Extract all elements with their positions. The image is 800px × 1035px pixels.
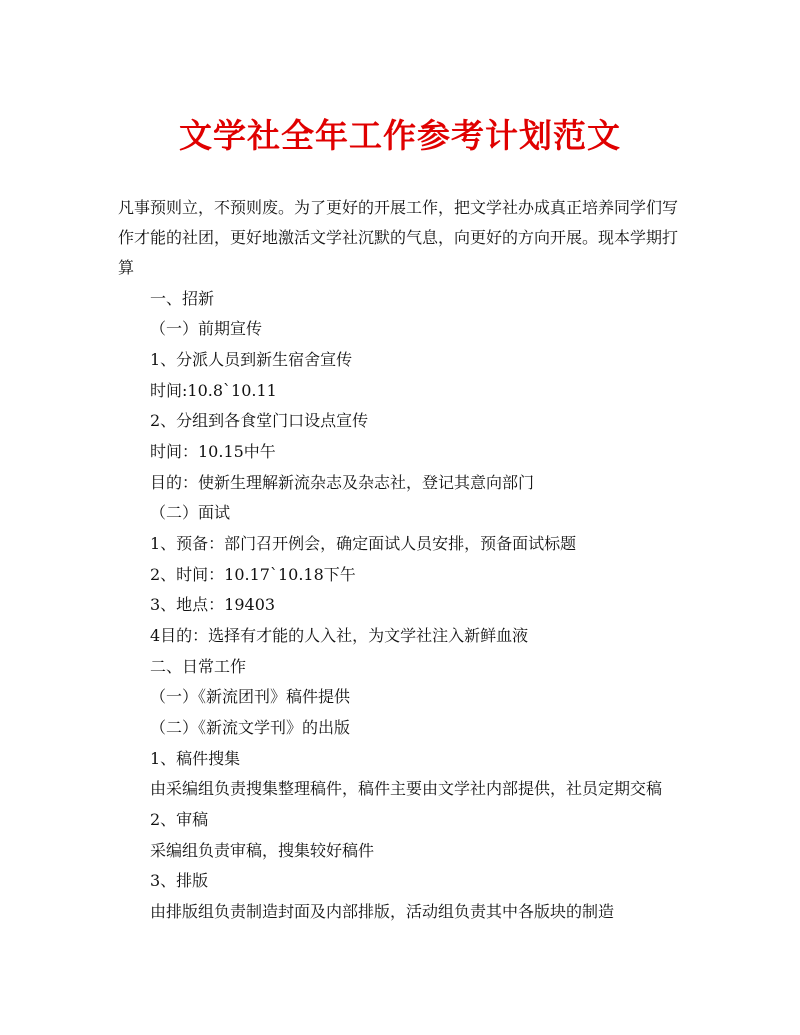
body-line: 目的：使新生理解新流杂志及杂志社，登记其意向部门 — [150, 473, 535, 492]
body-line: 时间:10.8`10.11 — [150, 381, 277, 400]
body-line: 由采编组负责搜集整理稿件，稿件主要由文学社内部提供，社员定期交稿 — [150, 779, 663, 798]
section-heading-recruit: 一、招新 — [150, 289, 215, 308]
intro-line: 作才能的社团，更好地激活文学社沉默的气息，向更好的方向开展。现本学期打 — [118, 228, 679, 247]
body-line: 1、预备：部门召开例会，确定面试人员安排，预备面试标题 — [150, 534, 577, 553]
body-line: 由排版组负责制造封面及内部排版，活动组负责其中各版块的制造 — [150, 902, 615, 921]
section-heading-daily-work: 二、日常工作 — [150, 657, 247, 676]
body-line: 1、分派人员到新生宿舍宣传 — [150, 350, 353, 369]
body-line: 1、稿件搜集 — [150, 749, 241, 768]
intro-paragraph — [118, 193, 686, 283]
body-line: 3、排版 — [150, 871, 209, 890]
document-title: 文学社全年工作参考计划范文 — [179, 116, 621, 155]
body-line: 时间：10.15中午 — [150, 442, 276, 461]
subsection-heading: （二）面试 — [150, 503, 231, 522]
intro-line: 算 — [118, 258, 135, 277]
intro-line: 凡事预则立，不预则废。为了更好的开展工作，把文学社办成真正培养同学们写 — [118, 198, 679, 217]
body-line: 2、时间：10.17`10.18下午 — [150, 565, 356, 584]
subsection-heading: （二）《新流文学刊》的出版 — [150, 718, 351, 737]
body-line: 采编组负责审稿，搜集较好稿件 — [150, 841, 375, 860]
body-line: 2、分组到各食堂门口设点宣传 — [150, 411, 369, 430]
body-line: 4目的：选择有才能的人入社，为文学社注入新鲜血液 — [150, 626, 529, 645]
subsection-heading: （一）《新流团刊》稿件提供 — [150, 687, 351, 706]
subsection-heading: （一）前期宣传 — [150, 319, 263, 338]
body-line: 2、审稿 — [150, 810, 209, 829]
body-line: 3、地点：19403 — [150, 595, 276, 614]
